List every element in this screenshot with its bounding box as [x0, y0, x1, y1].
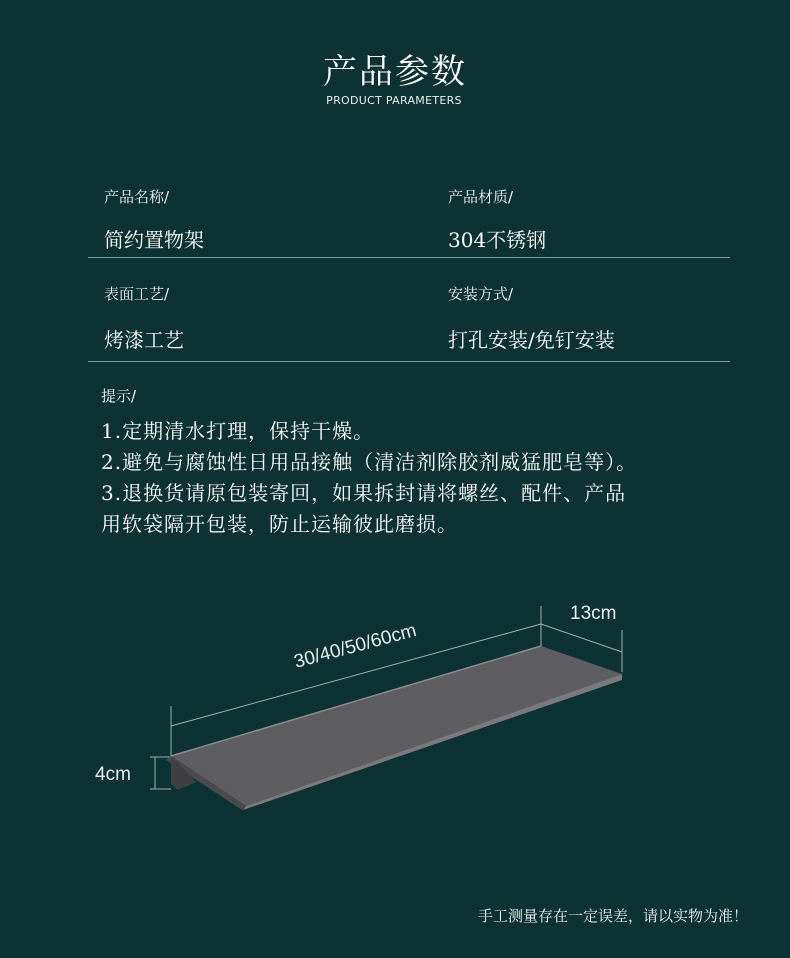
surface-finish-value: 烤漆工艺	[104, 328, 184, 352]
tip-line-3: 3.退换货请原包装寄回，如果拆封请将螺丝、配件、产品	[101, 481, 627, 505]
height-dimension-label: 4cm	[95, 764, 131, 785]
depth-dimension-label: 13cm	[570, 603, 617, 624]
tip-line-4: 用软袋隔开包装，防止运输彼此磨损。	[101, 512, 458, 536]
tip-line-2: 2.避免与腐蚀性日用品接触（清洁剂除胶剂威猛肥皂等）。	[101, 450, 638, 474]
page-title: 产品参数	[323, 52, 467, 92]
install-method-label: 安装方式/	[448, 285, 514, 303]
tip-line-1: 1.定期清水打理，保持干燥。	[101, 419, 375, 443]
surface-finish-label: 表面工艺/	[104, 285, 170, 303]
product-name-label: 产品名称/	[104, 188, 170, 206]
install-method-value: 打孔安装/免钉安装	[448, 328, 615, 352]
tips-title: 提示/	[101, 387, 137, 405]
measurement-disclaimer: 手工测量存在一定误差，请以实物为准！	[477, 907, 748, 925]
shelf-illustration	[166, 646, 622, 810]
product-material-label: 产品材质/	[448, 188, 514, 206]
product-material-value: 304不锈钢	[448, 228, 547, 252]
page-subtitle: PRODUCT PARAMETERS	[326, 94, 462, 107]
length-dimension-label: 30/40/50/60cm	[291, 620, 419, 673]
product-name-value: 简约置物架	[104, 228, 204, 252]
